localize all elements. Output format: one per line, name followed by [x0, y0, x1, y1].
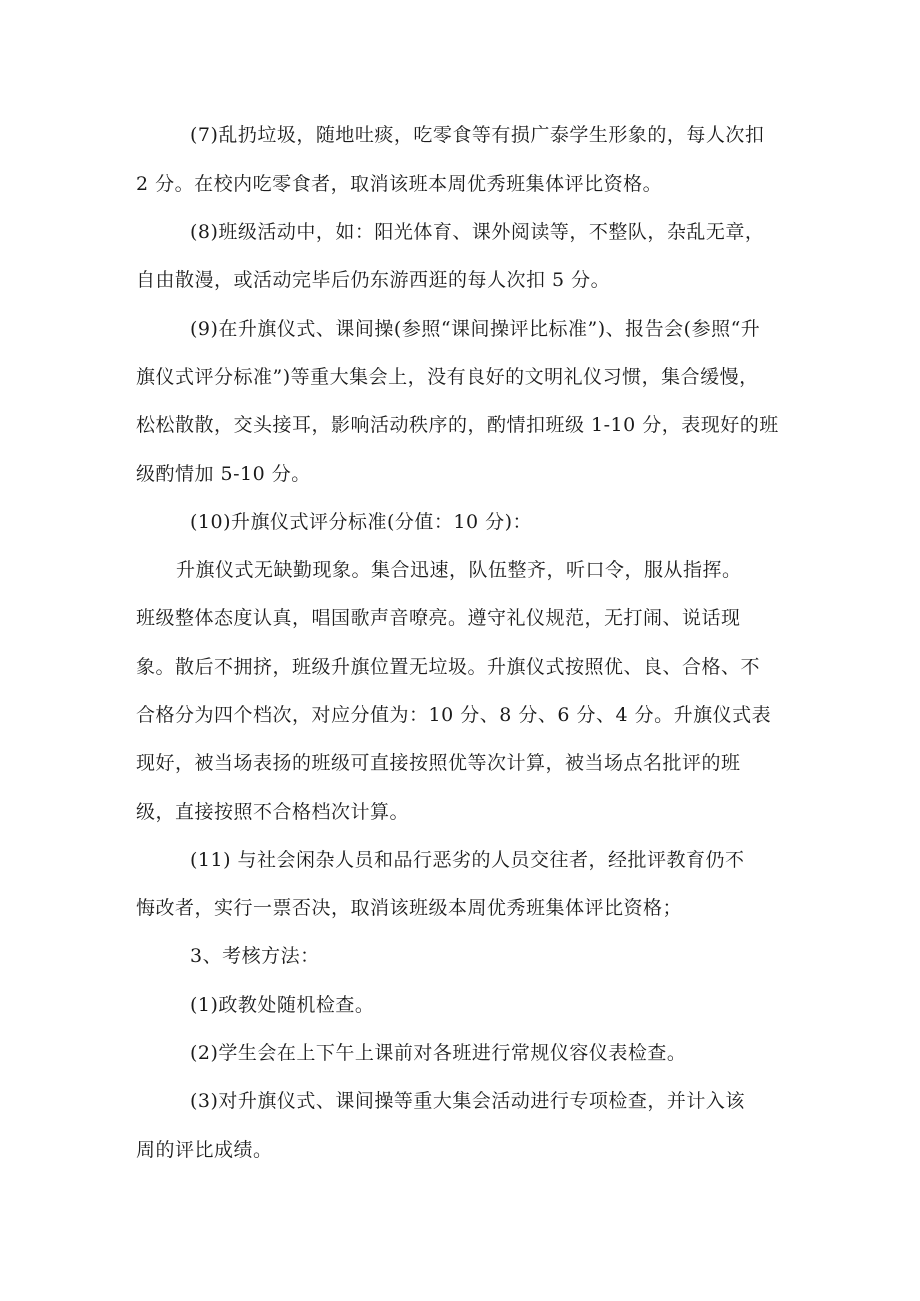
text-line: 升旗仪式无缺勤现象。集合迅速，队伍整齐，听口令，服从指挥。: [176, 559, 742, 581]
text-line: (3)对升旗仪式、课间操等重大集会活动进行专项检查，并计入该: [190, 1090, 745, 1112]
text-line: 周的评比成绩。: [136, 1139, 273, 1161]
text-line: 级酌情加 5-10 分。: [136, 463, 311, 485]
text-line: (10)升旗仪式评分标准(分值：10 分)：: [190, 511, 533, 533]
text-line: (8)班级活动中，如：阳光体育、课外阅读等，不整队，杂乱无章，: [190, 221, 765, 243]
text-line: (2)学生会在上下午上课前对各班进行常规仪容仪表检查。: [190, 1042, 687, 1064]
text-line: 级，直接按照不合格档次计算。: [136, 801, 410, 823]
text-line: 现好，被当场表扬的班级可直接按照优等次计算，被当场点名批评的班: [136, 752, 741, 774]
text-line: 班级整体态度认真，唱国歌声音嘹亮。遵守礼仪规范，无打闹、说话现: [136, 607, 741, 629]
text-line: 象。散后不拥挤，班级升旗位置无垃圾。升旗仪式按照优、良、合格、不: [136, 656, 761, 678]
text-line: 旗仪式评分标准”)等重大集会上，没有良好的文明礼仪习惯，集合缓慢，: [136, 366, 759, 388]
text-line: (11) 与社会闲杂人员和品行恶劣的人员交往者，经批评教育仍不: [190, 849, 745, 871]
text-line: 悔改者，实行一票否决，取消该班级本周优秀班集体评比资格；: [136, 897, 683, 919]
text-line: 3、考核方法：: [190, 945, 320, 967]
text-line: 自由散漫，或活动完毕后仍东游西逛的每人次扣 5 分。: [136, 269, 611, 291]
text-line: 合格分为四个档次，对应分值为：10 分、8 分、6 分、4 分。升旗仪式表: [136, 704, 772, 726]
text-line: (1)政教处随机检查。: [190, 994, 375, 1016]
text-line: (9)在升旗仪式、课间操(参照“课间操评比标准”)、报告会(参照“升: [190, 318, 761, 340]
text-line: 松松散散，交头接耳，影响活动秩序的，酌情扣班级 1-10 分，表现好的班: [136, 414, 779, 436]
text-line: 2 分。在校内吃零食者，取消该班本周优秀班集体评比资格。: [136, 173, 663, 195]
text-line: (7)乱扔垃圾，随地吐痰，吃零食等有损广泰学生形象的，每人次扣: [190, 124, 765, 146]
